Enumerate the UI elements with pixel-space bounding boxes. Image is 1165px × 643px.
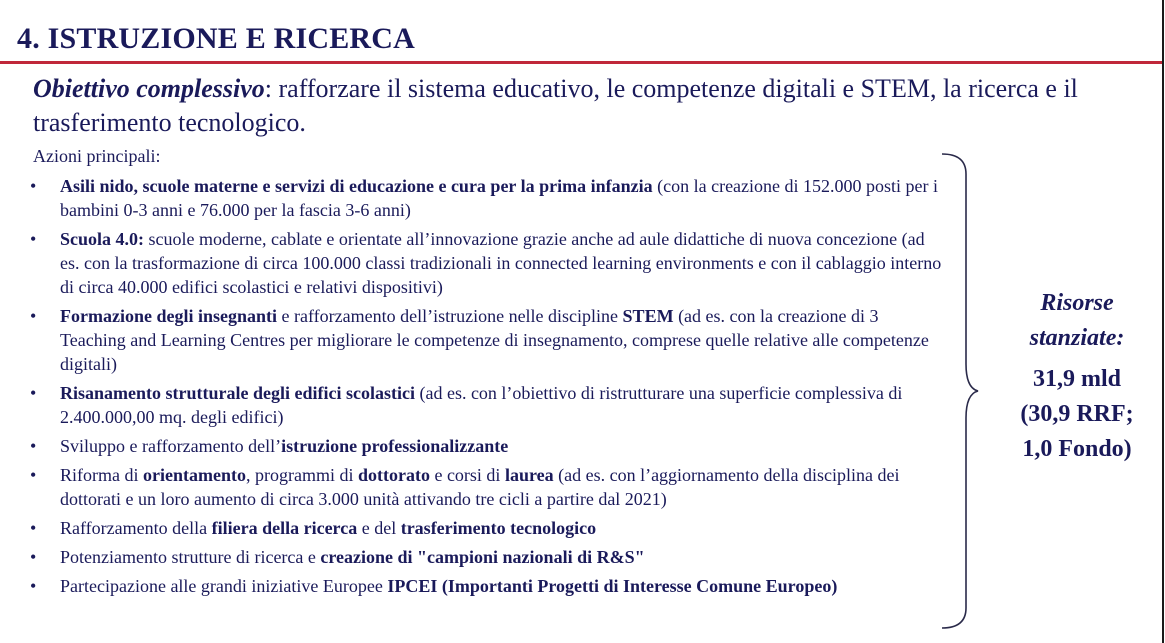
action-item-bold-text: filiera della ricerca bbox=[211, 518, 358, 538]
action-item-bold-text: laurea bbox=[504, 465, 554, 485]
action-item-text: , programmi di bbox=[245, 465, 358, 485]
action-item bbox=[30, 381, 945, 429]
action-item-text: e rafforzamento dell’istruzione nelle discipline bbox=[277, 306, 623, 326]
resources-box bbox=[990, 286, 1164, 467]
action-item-text: (ad es. con l’obiettivo di ristrutturare una superficie complessiva di 2.400.000,00 mq. degli edifici) bbox=[60, 383, 903, 427]
action-item-bold-text: dottorato bbox=[357, 465, 430, 485]
action-item-bold-text: istruzione professionalizzante bbox=[281, 436, 509, 456]
action-item-bold-text: IPCEI (Importanti Progetti di Interesse Comune Europeo) bbox=[387, 576, 838, 596]
actions-list bbox=[30, 174, 945, 603]
action-item-bold-text: creazione di "campioni nazionali di R&S" bbox=[320, 547, 645, 567]
action-item-bold-text: Formazione degli insegnanti bbox=[60, 306, 277, 326]
resources-label-line1: Risorse bbox=[1040, 290, 1114, 316]
action-item-text: (ad es. con la creazione di 3 Teaching and Learning Centres per migliorare le competenze di insegnamento, comprese quelle relative alle competenze digitali) bbox=[60, 306, 929, 374]
action-item bbox=[30, 304, 945, 376]
title-divider bbox=[0, 61, 1162, 64]
objective-lead: Obiettivo complessivo bbox=[33, 74, 265, 103]
page-title: 4. ISTRUZIONE E RICERCA bbox=[17, 22, 416, 55]
action-item-text: e del bbox=[357, 518, 401, 538]
action-item-text: e corsi di bbox=[429, 465, 505, 485]
action-item bbox=[30, 516, 945, 540]
action-item-text: Rafforzamento della bbox=[60, 518, 212, 538]
objective-text: : rafforzare il sistema educativo, le competenze digitali e STEM, la ricerca e il trasferimento tecnologico. bbox=[33, 74, 1078, 137]
action-item-text: Potenziamento strutture di ricerca e bbox=[60, 547, 321, 567]
resources-label-line2: stanziate: bbox=[1029, 325, 1125, 351]
action-item-text: Sviluppo e rafforzamento dell’ bbox=[60, 436, 282, 456]
action-item bbox=[30, 434, 945, 458]
action-item-bold-text: STEM bbox=[622, 306, 674, 326]
action-item-bold-text: trasferimento tecnologico bbox=[400, 518, 597, 538]
action-item bbox=[30, 463, 945, 511]
action-item bbox=[30, 227, 945, 299]
action-item-bold-text: Risanamento strutturale degli edifici scolastici bbox=[60, 383, 415, 403]
resources-rrf: (30,9 RRF; bbox=[1020, 401, 1134, 427]
curly-brace-icon bbox=[940, 150, 980, 632]
action-item-bold-text: Asili nido, scuole materne e servizi di educazione e cura per la prima infanzia bbox=[60, 176, 653, 196]
action-item-text: (con la creazione di 152.000 posti per i bambini 0-3 anni e 76.000 per la fascia 3-6 anni) bbox=[60, 176, 939, 220]
action-item-bold-text: Scuola 4.0: bbox=[60, 229, 145, 249]
action-item-text: scuole moderne, cablate e orientate all’innovazione grazie anche ad aule didattiche di nuova concezione (ad es. con la trasformazione di circa 100.000 classi tradizionali in connected learning environments e con il cablaggio interno di circa 40.000 edifici scolastici e relativi dispositivi) bbox=[60, 229, 942, 297]
action-item-text: (ad es. con l’aggiornamento della disciplina dei dottorati e un loro aumento di circa 3.000 unità attivando tre cicli a partire dal 2021) bbox=[60, 465, 900, 509]
resources-total: 31,9 mld bbox=[1032, 366, 1121, 392]
action-item-text: Riforma di bbox=[60, 465, 143, 485]
action-item bbox=[30, 174, 945, 222]
resources-fondo: 1,0 Fondo) bbox=[1022, 436, 1132, 462]
action-item bbox=[30, 545, 945, 569]
objective-statement bbox=[33, 72, 1123, 140]
action-item bbox=[30, 574, 945, 598]
actions-heading: Azioni principali: bbox=[33, 146, 161, 166]
action-item-text: Partecipazione alle grandi iniziative Europee bbox=[60, 576, 388, 596]
action-item-bold-text: orientamento bbox=[143, 465, 246, 485]
